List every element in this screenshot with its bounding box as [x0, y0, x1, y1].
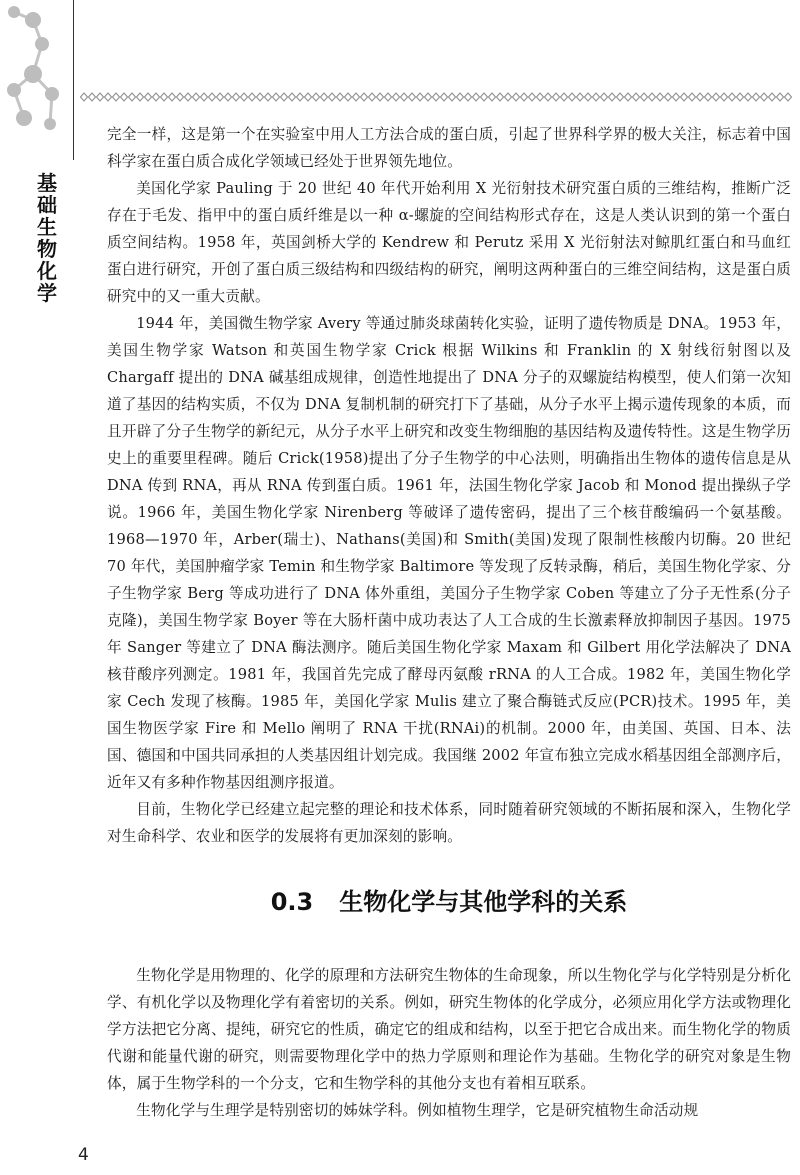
sidebar-title-char: 学	[37, 281, 57, 305]
section-number: 0.3	[270, 888, 314, 916]
header-diamond-border	[80, 92, 792, 102]
molecule-decoration	[0, 0, 80, 160]
page-number: 4	[78, 1145, 89, 1165]
section-title: 生物化学与其他学科的关系	[339, 888, 628, 916]
sidebar-title-char: 物	[37, 237, 57, 261]
paragraph: 生物化学是用物理的、化学的原理和方法研究生物体的生命现象，所以生物化学与化学特别是分析化学、有机化学以及物理化学有着密切的关系。例如，研究生物体的化学成分，必须应用化学方法或物理化学方法把它分离、提纯，研究它的性质，确定它的组成和结构，以至于把它合成出来。而生物化学的物质代谢和能量代谢的研究，则需要物理化学中的热力学原则和理论作为基础。生物化学的研究对象是生物体，属于生物学科的一个分支，它和生物学科的其他分支也有着相互联系。	[107, 967, 791, 1092]
sidebar-title-char: 基	[37, 171, 57, 195]
page-body	[107, 121, 791, 1124]
paragraph: 生物化学与生理学是特别密切的姊妹学科。例如植物生理学，它是研究植物生命活动规	[136, 1102, 699, 1119]
section-heading	[107, 887, 791, 917]
sidebar-title-char: 生	[37, 215, 57, 239]
sidebar-title-char: 化	[37, 259, 57, 283]
paragraph: 美国化学家 Pauling 于 20 世纪 40 年代开始利用 X 光衍射技术研究蛋白质的三维结构，推断广泛存在于毛发、指甲中的蛋白质纤维是以一种 α-螺旋的空间结构形式存在，这是人类认识到的第一个蛋白质空间结构。1958 年，英国剑桥大学的 Kendrew 和 Perutz 采用 X 光衍射法对鲸肌红蛋白和马血红蛋白进行研究，开创了蛋白质三级结构和四级结构的研究，阐明这两种蛋白的三维空间结构，这是蛋白质研究中的又一重大贡献。	[107, 180, 791, 305]
sidebar-vertical-line	[73, 0, 74, 160]
sidebar-title-char: 础	[37, 193, 57, 217]
paragraph: 完全一样，这是第一个在实验室中用人工方法合成的蛋白质，引起了世界科学界的极大关注，标志着中国科学家在蛋白质合成化学领域已经处于世界领先地位。	[107, 126, 791, 170]
paragraph: 目前，生物化学已经建立起完整的理论和技术体系，同时随着研究领域的不断拓展和深入，生物化学对生命科学、农业和医学的发展将有更加深刻的影响。	[107, 801, 791, 845]
sidebar-book-title	[34, 172, 60, 304]
paragraph: 1944 年，美国微生物学家 Avery 等通过肺炎球菌转化实验，证明了遗传物质是 DNA。1953 年，美国生物学家 Watson 和英国生物学家 Crick 根据 Wilkins 和 Franklin 的 X 射线衍射图以及 Chargaff 提出的 DNA 碱基组成规律，创造性地提出了 DNA 分子的双螺旋结构模型，使人们第一次知道了基因的结构实质，不仅为 DNA 复制机制的研究打下了基础，从分子水平上揭示遗传现象的本质，而且开辟了分子生物学的新纪元，从分子水平上研究和改变生物细胞的基因结构及遗传特性。这是生物学历史上的重要里程碑。随后 Crick(1958)提出了分子生物学的中心法则，明确指出生物体的遗传信息是从 DNA 传到 RNA，再从 RNA 传到蛋白质。1961 年，法国生物化学家 Jacob 和 Monod 提出操纵子学说。1966 年，美国生物化学家 Nirenberg 等破译了遗传密码，提出了三个核苷酸编码一个氨基酸。1968—1970 年，Arber(瑞士)、Nathans(美国)和 Smith(美国)发现了限制性核酸内切酶。20 世纪 70 年代，美国肿瘤学家 Temin 和生物学家 Baltimore 等发现了反转录酶，稍后，美国生物化学家、分子生物学家 Berg 等成功进行了 DNA 体外重组，美国分子生物学家 Coben 等建立了分子无性系(分子克隆)，美国生物学家 Boyer 等在大肠杆菌中成功表达了人工合成的生长激素释放抑制因子基因。1975 年 Sanger 等建立了 DNA 酶法测序。随后美国生物化学家 Maxam 和 Gilbert 用化学法解决了 DNA 核苷酸序列测定。1981 年，我国首先完成了酵母丙氨酸 rRNA 的人工合成。1982 年，美国生物化学家 Cech 发现了核酶。1985 年，美国化学家 Mulis 建立了聚合酶链式反应(PCR)技术。1995 年，美国生物医学家 Fire 和 Mello 阐明了 RNA 干扰(RNAi)的机制。2000 年，由美国、英国、日本、法国、德国和中国共同承担的人类基因组计划完成。我国继 2002 年宣布独立完成水稻基因组全部测序后，近年又有多种作物基因组测序报道。	[107, 315, 791, 791]
